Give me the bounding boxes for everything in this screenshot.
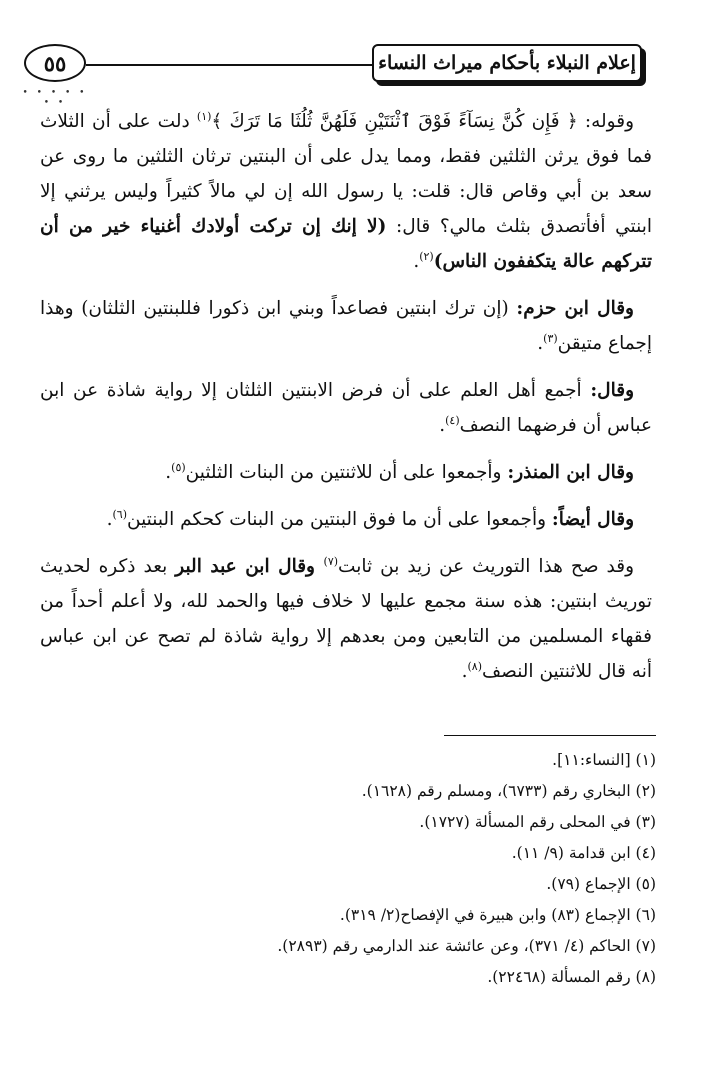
footnote-item: (٥) الإجماع (٧٩). [546,875,656,893]
paragraph-lead: وقال ابن المنذر: [507,462,634,483]
paragraph-3 [40,373,652,443]
paragraph-4 [40,455,652,490]
paragraph-2 [40,291,652,361]
page-number: ٥٥ [24,44,86,82]
header-rule-left [86,64,104,66]
quran-verse: ﴿ فَإِن كُنَّ نِسَآءً فَوْقَ ٱثْنَتَيْنِ فَلَهُنَّ ثُلُثَا مَا تَرَكَ ﴾ [211,111,578,132]
paragraph-lead: وقال أيضاً: [551,509,634,530]
footnote-item: (٨) رقم المسألة (٢٢٤٦٨). [487,968,656,986]
paragraph-5 [40,502,652,537]
footnote-item: (١) [النساء:١١]. [552,751,656,769]
paragraph-end: . [413,251,420,272]
footnote-ref: (١) [196,109,212,123]
paragraph-text: وأجمعوا على أن للاثنتين من البنات الثلثين [185,462,508,483]
paragraph-1 [40,104,652,279]
footnote-ref: (٦) [112,507,128,521]
paragraph-text: أجمع أهل العلم على أن فرض الابنتين الثلثان إلا رواية شاذة عن ابن عباس أن فرضهما النصف [40,380,652,436]
footnote-item: (٢) البخاري رقم (٦٧٣٣)، ومسلم رقم (١٦٢٨). [361,782,656,800]
paragraph-end: . [439,415,446,436]
paragraph-end: . [165,462,172,483]
footnote-separator [444,735,656,736]
paragraph-text: دلت على أن الثلاث فما فوق يرثن الثلثين فقط، ومما يدل على أن البنتين ترثان الثلثين ما روى عن سعد بن أبي وقاص قال: قلت: يا رسول الله إن لي مالاً كثيراً وليس يرثني إلا ابنتي أفأتصدق بثلث مالي؟ قال: [40,111,652,237]
paragraph-lead: وقال ابن عبد البر [175,556,324,577]
footnote-ref: (٨) [467,659,483,673]
book-title: إعلام النبلاء بأحكام ميراث النساء [372,44,642,82]
paragraph-6 [40,549,652,689]
hadith-text: (لا إنك إن تركت أولادك أغنياء خير من أن تتركهم عالة يتكففون الناس) [40,216,652,272]
paragraph-end: . [461,661,468,682]
paragraph-lead: وقال ابن حزم: [516,298,634,319]
paragraph-lead: وقال: [590,380,634,401]
ornament-dots: • • • • • • • [22,88,88,108]
main-text [40,104,652,701]
paragraph-text: (إن ترك ابنتين فصاعداً وبني ابن ذكورا فللبنتين الثلثان) وهذا إجماع متيقن [40,298,652,354]
footnote-item: (٣) في المحلى رقم المسألة (١٧٢٧). [419,813,656,831]
paragraph-text: وقد صح هذا التوريث عن زيد بن ثابت [338,556,635,577]
header-rule [104,64,372,66]
footnote-ref: (٢) [419,249,434,263]
footnote-item: (٤) ابن قدامة (٩/ ١١). [511,844,656,862]
paragraph-end: . [537,333,544,354]
footnote-item: (٧) الحاكم (٤/ ٣٧١)، وعن عائشة عند الدارمي رقم (٢٨٩٣). [277,937,656,955]
footnotes [60,745,656,993]
paragraph-end: . [106,509,113,530]
paragraph-text: بعد ذكره لحديث توريث ابنتين: هذه سنة مجمع عليها لا خلاف فيها والحمد لله، ولا أعلم أحداً من فقهاء المسلمين من التابعين ومن بعدهم إلا رواية شاذة لم تصح عن ابن عباس أنه قال للاثنتين النصف [40,556,652,682]
footnote-ref: (٥) [171,460,186,474]
footnote-ref: (٤) [445,413,460,427]
footnote-item: (٦) الإجماع (٨٣) وابن هبيرة في الإفصاح(٢/ ٣١٩). [339,906,656,924]
paragraph-text: وأجمعوا على أن ما فوق البنتين من البنات كحكم البنتين [127,509,552,530]
footnote-ref: (٧) [323,554,339,568]
paragraph-lead: وقوله: [584,111,634,132]
footnote-ref: (٣) [543,331,558,345]
